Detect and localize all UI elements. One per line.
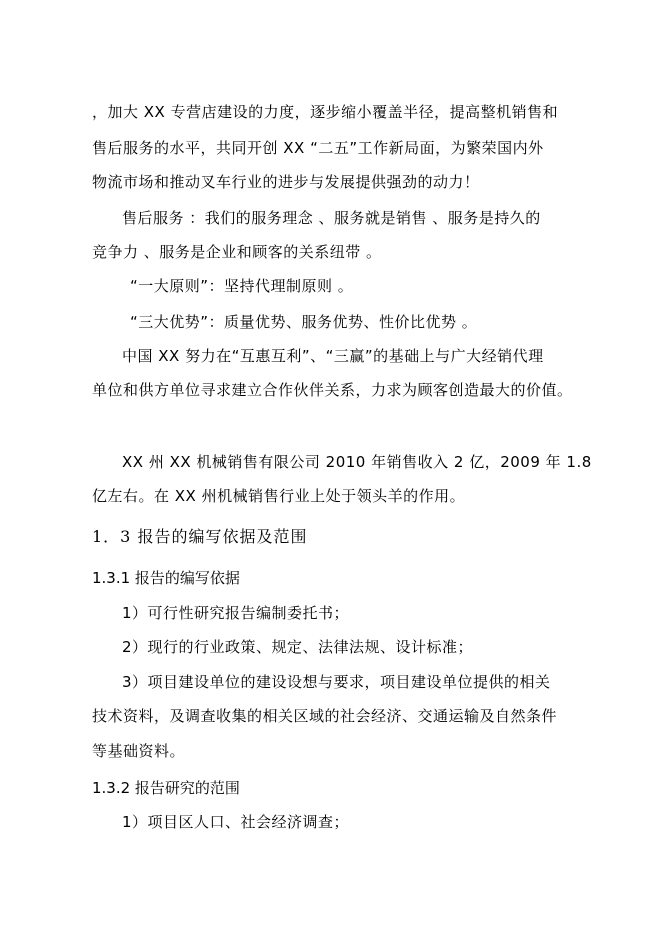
- list-item: 3）项目建设单位的建设设想与要求，项目建设单位提供的相关: [122, 673, 551, 691]
- paragraph-line: XX 州 XX 机械销售有限公司 2010 年销售收入 2 亿，2009 年 1.8: [122, 453, 592, 471]
- paragraph-line: 售后服务 ：我们的服务理念 、服务就是销售 、服务是持久的: [122, 209, 541, 227]
- paragraph-line: “三大优势”：质量优势、服务优势、性价比优势 。: [130, 313, 478, 331]
- section-heading: 1．3 报告的编写依据及范围: [92, 527, 308, 546]
- list-item: 2）现行的行业政策、规定、法律法规、设计标准；: [122, 638, 474, 656]
- list-item: 1）可行性研究报告编制委托书；: [122, 604, 350, 622]
- paragraph-line: ，加大 XX 专营店建设的力度，逐步缩小覆盖半径，提高整机销售和: [92, 103, 559, 121]
- paragraph-line: 亿左右。在 XX 州机械销售行业上处于领头羊的作用。: [92, 487, 466, 505]
- list-item: 1）项目区人口、社会经济调查；: [122, 813, 350, 831]
- paragraph-line: 单位和供方单位寻求建立合作伙伴关系，力求为顾客创造最大的价值。: [92, 381, 573, 399]
- list-item-continuation: 技术资料，及调查收集的相关区域的社会经济、交通运输及自然条件: [92, 707, 558, 725]
- paragraph-line: 物流市场和推动叉车行业的进步与发展提供强劲的动力！: [92, 173, 480, 191]
- paragraph-line: 竞争力 、服务是企业和顾客的关系纽带 。: [92, 243, 382, 261]
- paragraph-line: 中国 XX 努力在“互惠互利”、“三赢”的基础上与广大经销代理: [122, 347, 544, 365]
- list-item-continuation: 等基础资料。: [92, 742, 186, 760]
- subsection-heading: 1.3.1 报告的编写依据: [92, 569, 240, 587]
- paragraph-line: “一大原则”：坚持代理制原则 。: [130, 277, 354, 295]
- subsection-heading: 1.3.2 报告研究的范围: [92, 779, 240, 797]
- paragraph-line: 售后服务的水平，共同开创 XX “二五”工作新局面，为繁荣国内外: [92, 139, 544, 157]
